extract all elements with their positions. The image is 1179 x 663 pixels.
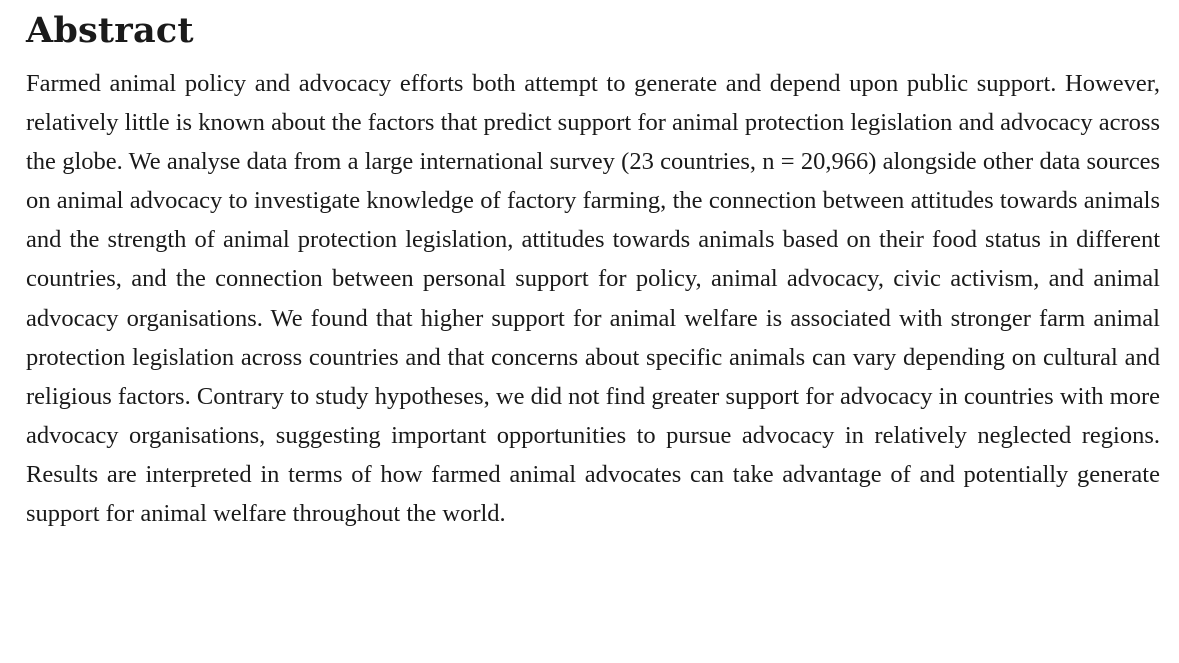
abstract-heading: Abstract bbox=[26, 10, 194, 51]
abstract-paragraph: Farmed animal policy and advocacy efforts both attempt to generate and depend upon public support. However, relatively little is known about the factors that predict support for animal protection legislation and advocacy across the globe. We analyse data from a large international survey (23 countries, n = 20,966) alongside other data sources on animal advocacy to investigate knowledge of factory farming, the connection between attitudes towards animals and the strength of animal protection legislation, attitudes towards animals based on their food status in different countries, and the connection between personal support for policy, animal advocacy, civic activism, and animal advocacy organisations. We found that higher support for animal welfare is associated with stronger farm animal protection legislation across countries and that concerns about specific animals can vary depending on cultural and religious factors. Contrary to study hypotheses, we did not find greater support for advocacy in countries with more advocacy organisations, suggesting important opportunities to pursue advocacy in relatively neglected regions. Results are interpreted in terms of how farmed animal advocates can take advantage of and potentially generate support for animal welfare throughout the world. bbox=[26, 70, 1160, 528]
abstract-section bbox=[26, 8, 1160, 533]
